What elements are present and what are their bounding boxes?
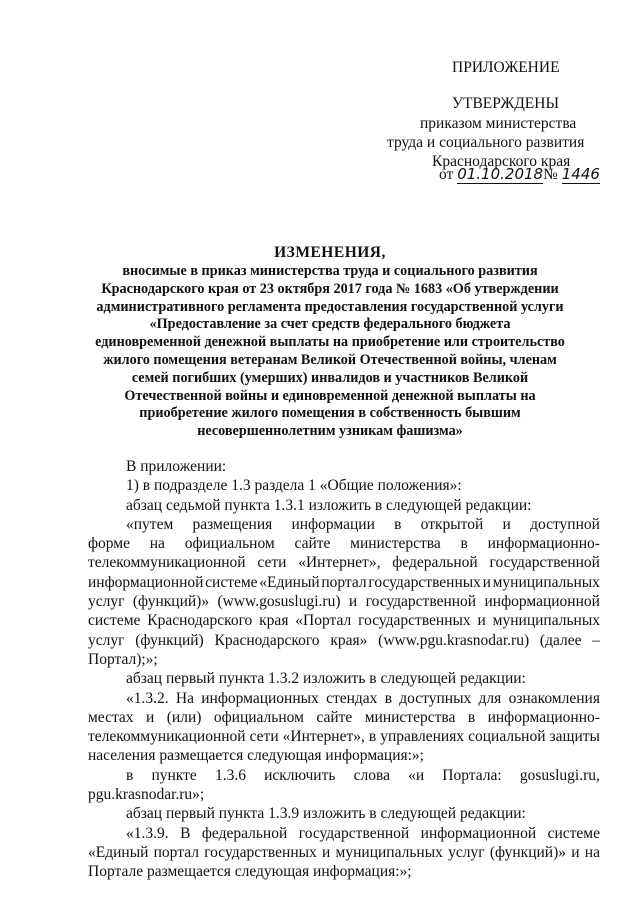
body-word: информационных bbox=[201, 689, 319, 707]
body-word: информации bbox=[291, 515, 375, 533]
body-word: (функций) bbox=[135, 631, 204, 649]
body-word: муниципальных bbox=[492, 573, 600, 591]
body-word: 1.3.6 bbox=[214, 766, 246, 784]
body-word: «Единый bbox=[259, 573, 320, 591]
body-word: открытой bbox=[420, 515, 484, 533]
body-word: и bbox=[482, 573, 491, 591]
body-word: края» bbox=[330, 631, 368, 649]
body-word: информационно- bbox=[487, 535, 600, 553]
body-word: (функций)» bbox=[132, 593, 210, 611]
body-line bbox=[88, 708, 600, 727]
subtitle-line: семей погибших (умерших) инвалидов и участников Великой bbox=[131, 369, 529, 386]
body-line bbox=[88, 592, 600, 611]
body-word: федеральной bbox=[201, 824, 288, 842]
body-word: системе bbox=[88, 612, 141, 630]
body-word: информационной bbox=[420, 824, 537, 842]
body-word: слова bbox=[353, 766, 390, 784]
body-word: на bbox=[149, 535, 165, 553]
approved-label: УТВЕРЖДЕНЫ bbox=[452, 95, 559, 112]
body-word: в bbox=[368, 728, 377, 746]
body-word: исключить bbox=[264, 766, 336, 784]
subtitle-line: приобретение жилого помещения в собственность бывшим bbox=[139, 405, 521, 422]
document-body bbox=[88, 457, 600, 882]
body-word: услуг bbox=[448, 843, 485, 861]
body-line: абзац седьмой пункта 1.3.1 изложить в следующей редакции: bbox=[126, 496, 532, 514]
body-word: Краснодарского bbox=[147, 612, 253, 630]
body-word: услуг bbox=[88, 593, 125, 611]
body-word: «Единый bbox=[88, 843, 149, 861]
subtitle-line: несовершеннолетним узникам фашизма» bbox=[197, 423, 463, 440]
approved-by-line-2: труда и социального развития bbox=[387, 134, 585, 151]
body-word: услуг bbox=[88, 631, 125, 649]
body-word: государственной bbox=[365, 593, 477, 611]
body-line: 1) в подразделе 1.3 раздела 1 «Общие положения»: bbox=[126, 477, 462, 495]
body-word: (функций)» bbox=[489, 843, 567, 861]
handwritten-date: 01.10.2018 bbox=[457, 165, 544, 183]
number-prefix: № bbox=[543, 166, 558, 183]
body-word: портал bbox=[321, 573, 367, 591]
body-word: пункте bbox=[151, 766, 197, 784]
body-word: в bbox=[384, 689, 393, 707]
body-line: Портал);»; bbox=[88, 650, 158, 668]
subtitle-line: административного регламента предоставления государственной услуги bbox=[96, 298, 564, 315]
body-word: В bbox=[180, 824, 191, 842]
body-word: края bbox=[259, 612, 289, 630]
body-word: сети bbox=[249, 728, 279, 746]
body-word: государственных bbox=[204, 843, 317, 861]
body-word: защиты bbox=[549, 728, 600, 746]
body-word: gosuslugi.ru, bbox=[519, 766, 600, 784]
body-word: в bbox=[460, 535, 468, 553]
body-word: «Интернет», bbox=[282, 728, 365, 746]
body-word: официальном bbox=[213, 708, 304, 726]
body-word: и bbox=[477, 612, 486, 630]
body-line bbox=[88, 727, 600, 746]
body-word: в bbox=[394, 515, 402, 533]
body-word: «Портал bbox=[295, 612, 352, 630]
body-word: – bbox=[592, 631, 600, 649]
body-word: доступной bbox=[530, 515, 600, 533]
body-word: (www.gosuslugi.ru) bbox=[217, 593, 341, 611]
document-subtitle bbox=[60, 263, 600, 441]
body-line: населения размещается следующая информация:»; bbox=[88, 747, 424, 765]
subtitle-line: единовременной денежной выплаты на приобретение или строительство bbox=[95, 334, 565, 351]
body-line bbox=[88, 689, 600, 708]
body-word: информационной bbox=[88, 573, 204, 591]
subtitle-line: Отечественной войны и единовременной денежной выплаты на bbox=[124, 387, 536, 404]
body-line: абзац первый пункта 1.3.2 изложить в следующей редакции: bbox=[126, 670, 526, 688]
body-word: и bbox=[322, 843, 331, 861]
body-word: муниципальных bbox=[335, 843, 443, 861]
body-line: Портале размещается следующая информация:»; bbox=[88, 863, 412, 881]
body-word: системе bbox=[205, 573, 258, 591]
body-word: государственных bbox=[368, 573, 481, 591]
body-word: «1.3.2. bbox=[126, 689, 169, 707]
body-line bbox=[88, 573, 600, 592]
body-line bbox=[88, 553, 600, 572]
subtitle-line: вносимые в приказ министерства труда и социального развития bbox=[122, 263, 538, 279]
body-word: Краснодарского bbox=[214, 631, 320, 649]
body-word: государственной bbox=[489, 554, 600, 572]
body-word: ознакомления bbox=[508, 689, 600, 707]
body-line bbox=[88, 515, 600, 534]
body-word: социальной bbox=[468, 728, 546, 746]
body-word: государственных bbox=[358, 612, 471, 630]
body-word: «путем bbox=[126, 515, 174, 533]
subtitle-line: жилого помещения ветеранам Великой Отечественной войны, членам bbox=[103, 351, 557, 368]
body-word: в bbox=[467, 708, 476, 726]
body-word: стендах bbox=[326, 689, 378, 707]
body-word: телекоммуникационной bbox=[88, 554, 246, 572]
body-word: размещения bbox=[192, 515, 273, 533]
subtitle-line: Краснодарского края от 23 октября 2017 года № 1683 «Об утверждении bbox=[101, 280, 559, 297]
appendix-label: ПРИЛОЖЕНИЕ bbox=[452, 59, 560, 76]
body-word: «1.3.9. bbox=[126, 824, 169, 842]
approved-by-line-3: Краснодарского края bbox=[432, 153, 571, 170]
body-word: портал bbox=[153, 843, 199, 861]
body-word: и bbox=[146, 708, 155, 726]
body-line bbox=[88, 611, 600, 630]
body-line: pgu.krasnodar.ru»; bbox=[88, 786, 205, 804]
body-word: информационно- bbox=[487, 708, 600, 726]
body-word: и bbox=[348, 593, 358, 611]
document-title: ИЗМЕНЕНИЯ, bbox=[274, 244, 386, 261]
body-word: государственной bbox=[298, 824, 410, 842]
date-prefix: от bbox=[439, 166, 454, 183]
body-word: официальном bbox=[184, 535, 275, 553]
body-word: на bbox=[584, 843, 600, 861]
body-word: системе bbox=[547, 824, 600, 842]
body-word: «и bbox=[408, 766, 425, 784]
body-word: «Интернет», bbox=[298, 554, 381, 572]
body-word: министерства bbox=[364, 708, 456, 726]
body-word: телекоммуникационной bbox=[88, 728, 246, 746]
body-line bbox=[88, 534, 600, 553]
body-word: министерства bbox=[350, 535, 441, 553]
order-date-number bbox=[439, 165, 600, 184]
body-word: Портала: bbox=[442, 766, 502, 784]
body-line bbox=[88, 766, 600, 785]
body-line bbox=[88, 843, 600, 862]
approved-by-line-1: приказом министерства bbox=[420, 115, 577, 132]
body-word: На bbox=[175, 689, 194, 707]
body-word: информационной bbox=[484, 593, 600, 611]
body-word: муниципальных bbox=[492, 612, 600, 630]
body-line bbox=[88, 824, 600, 843]
body-word: доступных bbox=[399, 689, 472, 707]
body-word: (www.pgu.krasnodar.ru) bbox=[378, 631, 530, 649]
body-word: (далее bbox=[539, 631, 582, 649]
body-word: сайте bbox=[316, 708, 353, 726]
body-word: и bbox=[502, 515, 511, 533]
body-word: для bbox=[478, 689, 502, 707]
body-line: абзац первый пункта 1.3.9 изложить в следующей редакции: bbox=[126, 805, 526, 823]
body-line bbox=[88, 631, 600, 650]
body-word: форме bbox=[88, 535, 130, 553]
body-word: местах bbox=[88, 708, 134, 726]
body-word: федеральной bbox=[392, 554, 478, 572]
body-word: в bbox=[126, 766, 134, 784]
body-word: управлениях bbox=[380, 728, 465, 746]
body-word: (или) bbox=[166, 708, 202, 726]
handwritten-number: 1446 bbox=[561, 165, 600, 183]
body-word: сети bbox=[257, 554, 287, 572]
subtitle-line: «Предоставление за счет средств федерального бюджета bbox=[149, 316, 511, 333]
body-word: сайте bbox=[294, 535, 331, 553]
body-line: В приложении: bbox=[126, 458, 227, 475]
body-word: и bbox=[571, 843, 580, 861]
